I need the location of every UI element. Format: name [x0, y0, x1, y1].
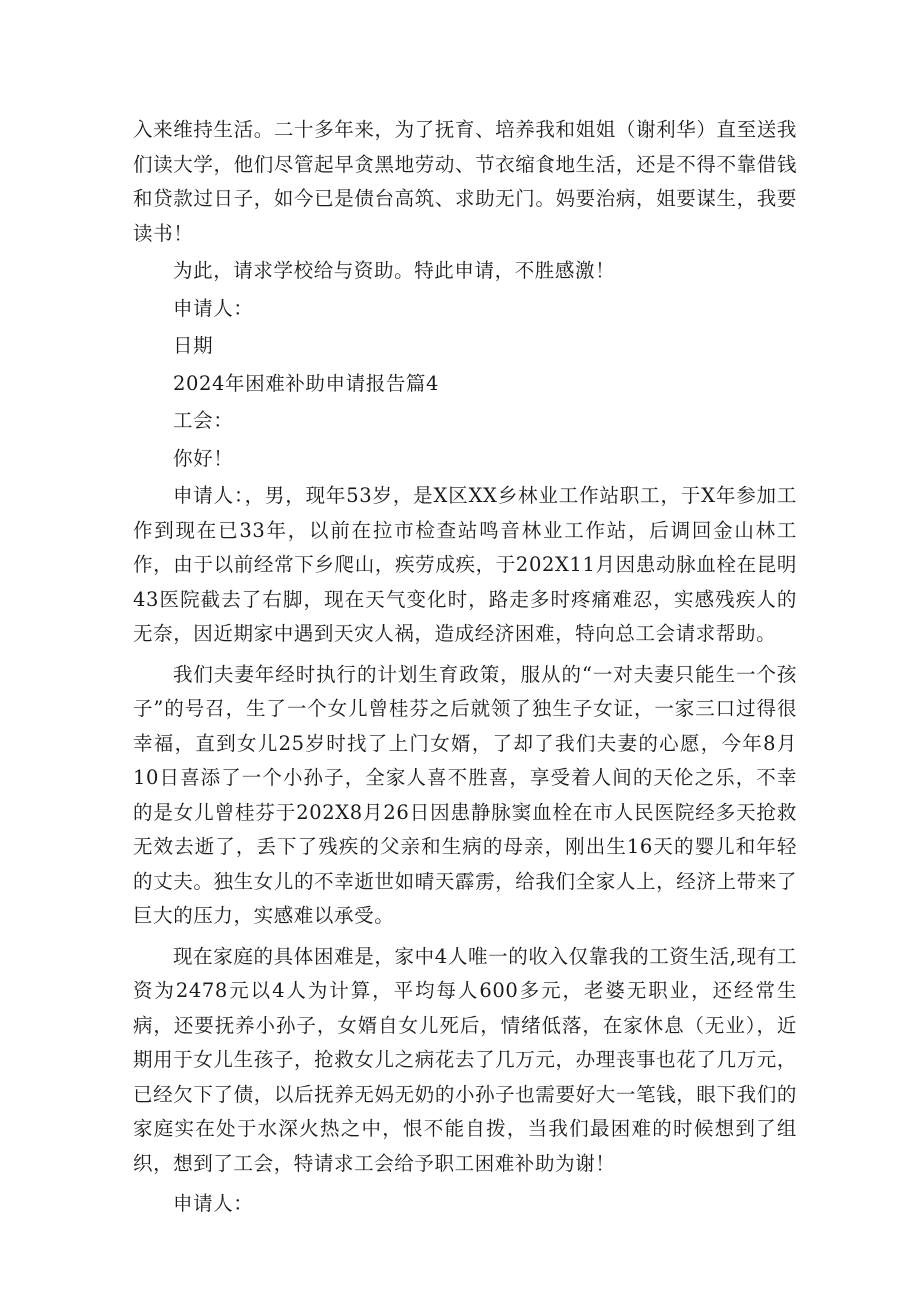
document-body: [133, 113, 797, 1222]
paragraph-continuation: 入来维持生活。二十多年来，为了抚育、培养我和姐姐（谢利华）直至送我们读大学，他们尽管起早贪黑地劳动、节衣缩食地生活，还是不得不靠借钱和贷款过日子，如今已是债台高筑、求助无门。妈要治病，姐要谋生，我要读书！: [133, 118, 797, 245]
greeting: 你好！: [173, 446, 234, 470]
paragraph-request: 为此，请求学校给与资助。特此申请，不胜感激！: [173, 259, 616, 282]
paragraph-applicant-intro: 申请人：，男，现年53岁，是X区XX乡林业工作站职工，于X年参加工作到现在已33年，以前在拉市检查站鸣音林业工作站，后调回金山林工作，由于以前经常下乡爬山，疾劳成疾，于202X11月因患动脉血栓在昆明43医院截去了右脚，现在天气变化时，路走多时疼痛难忍，实感残疾人的无奈，因近期家中遇到天灾人祸，造成经济困难，特向总工会请求帮助。: [133, 484, 797, 645]
paragraph-family-history: 我们夫妻年经时执行的计划生育政策，服从的“一对夫妻只能生一个孩子”的号召，生了一个女儿曾桂芬之后就领了独生子女证，一家三口过得很幸福，直到女儿25岁时找了上门女婿，了却了我们夫妻的心愿，今年8月10日喜添了一个小孙子，全家人喜不胜喜，享受着人间的天伦之乐，不幸的是女儿曾桂芬于202X8月26日因患静脉窦血栓在市人民医院经多天抢救无效去逝了，丢下了残疾的父亲和生病的母亲，刚出生16天的婴儿和年轻的丈夫。独生女儿的不幸逝世如晴天霹雳，给我们全家人上，经济上带来了巨大的压力，实感难以承受。: [133, 662, 797, 927]
paragraph-current-difficulty: 现在家庭的具体困难是，家中4人唯一的收入仅靠我的工资生活,现有工资为2478元以4人为计算，平均每人600多元，老婆无职业，还经常生病，还要抚养小孙子，女婿自女儿死后，情绪低落，在家休息（无业），近期用于女儿生孩子，抢救女儿之病花去了几万元，办理丧事也花了几万元，已经欠下了债，以后抚养无妈无奶的小孙子也需要好大一笔钱，眼下我们的家庭实在处于水深火热之中，恨不能自拨，当我们最困难的时候想到了组织，想到了工会，特请求工会给予职工困难补助为谢！: [133, 944, 797, 1175]
section-title: 2024年困难补助申请报告篇4: [173, 371, 440, 395]
applicant-signature-label: 申请人：: [173, 1192, 254, 1215]
applicant-label: 申请人：: [173, 296, 254, 320]
salutation-recipient: 工会：: [173, 409, 234, 432]
date-label: 日期: [173, 334, 214, 357]
